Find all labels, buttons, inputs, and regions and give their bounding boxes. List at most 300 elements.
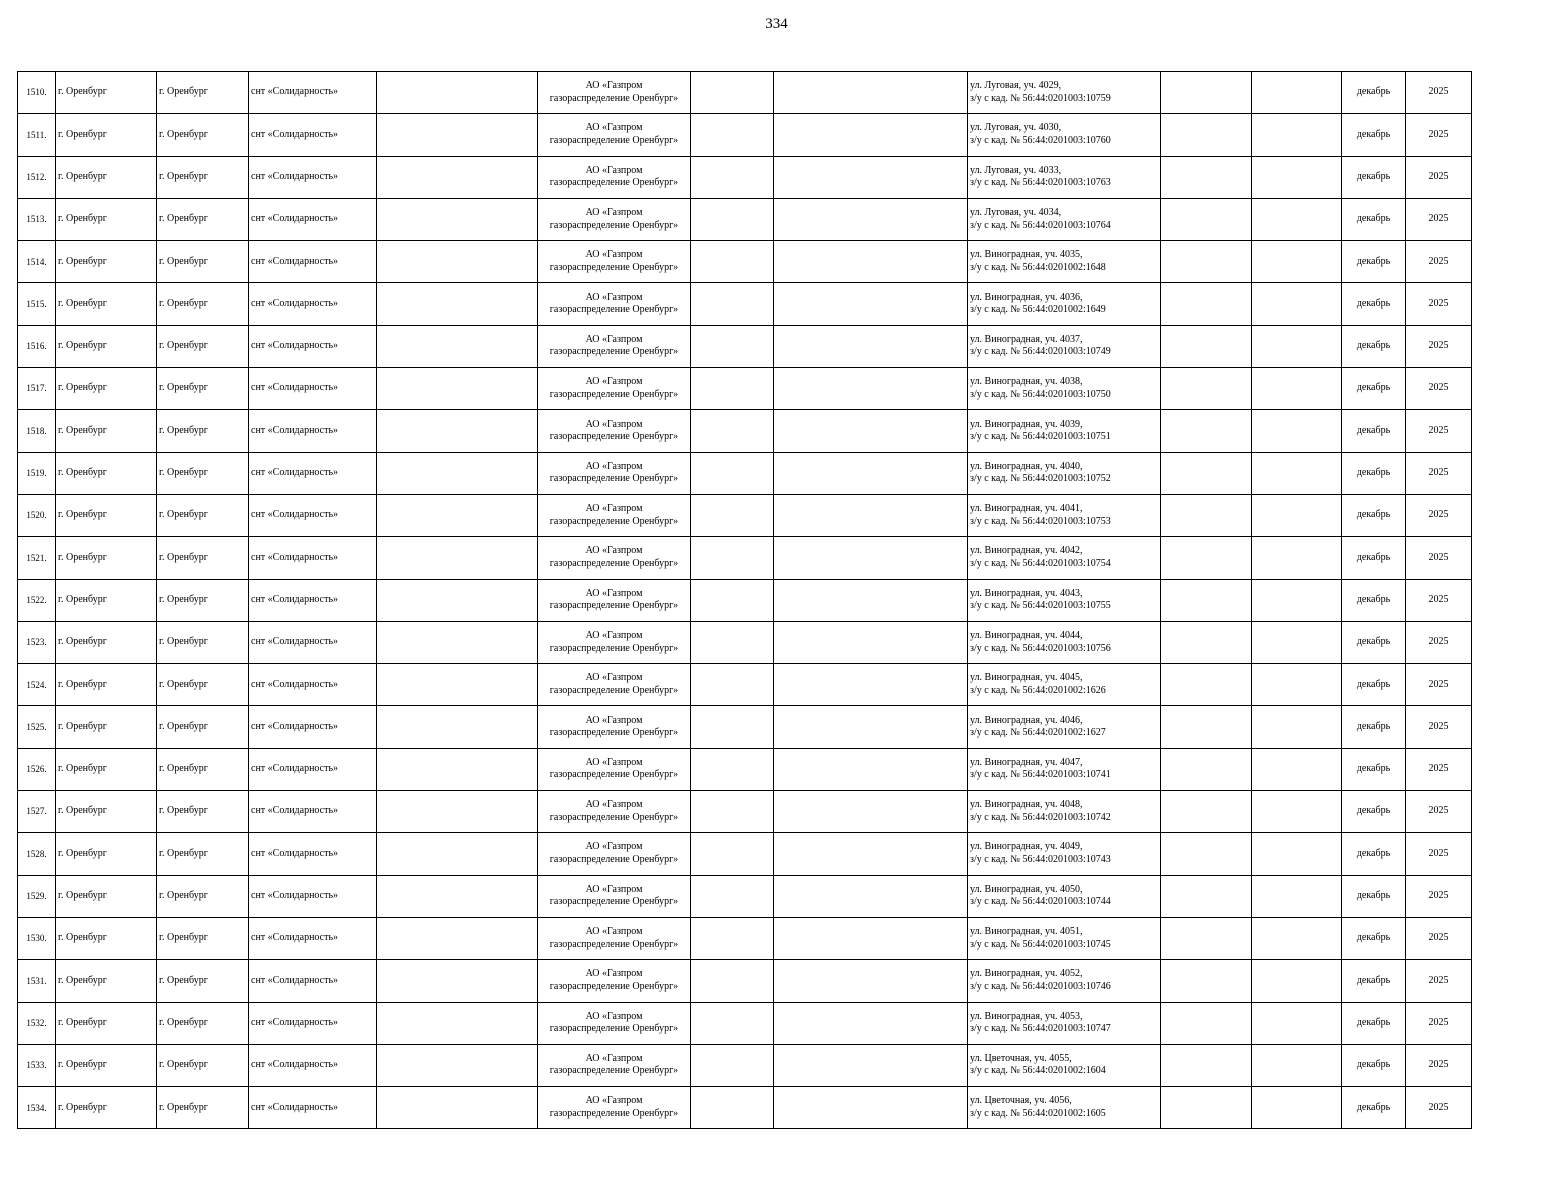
- empty-cell: [1161, 198, 1252, 240]
- address-cell: [968, 706, 1161, 748]
- snt-cell: снт «Солидарность»: [249, 917, 377, 959]
- snt-cell: снт «Солидарность»: [249, 579, 377, 621]
- organization-cell: [538, 875, 691, 917]
- address-line: ул. Виноградная, уч. 4050,: [970, 883, 1083, 895]
- settlement-cell: г. Оренбург: [157, 706, 249, 748]
- snt-cell: снт «Солидарность»: [249, 198, 377, 240]
- address-cell: [968, 875, 1161, 917]
- district-cell: г. Оренбург: [56, 748, 157, 790]
- row-number-cell: 1519.: [18, 452, 56, 494]
- year-cell: 2025: [1406, 410, 1472, 452]
- row-number-cell: 1513.: [18, 198, 56, 240]
- empty-cell: [774, 537, 968, 579]
- row-number-cell: 1527.: [18, 791, 56, 833]
- empty-cell: [1252, 325, 1342, 367]
- settlement-cell: г. Оренбург: [157, 1002, 249, 1044]
- address-line: ул. Виноградная, уч. 4035,: [970, 249, 1083, 261]
- month-cell: декабрь: [1342, 325, 1406, 367]
- row-number-cell: 1518.: [18, 410, 56, 452]
- cadastral-line: з/у с кад. № 56:44:0201003:10763: [970, 177, 1111, 189]
- cadastral-line: з/у с кад. № 56:44:0201003:10745: [970, 938, 1111, 950]
- empty-cell: [1161, 1044, 1252, 1086]
- settlement-cell: г. Оренбург: [157, 198, 249, 240]
- address-line: ул. Виноградная, уч. 4046,: [970, 714, 1083, 726]
- empty-cell: [1252, 537, 1342, 579]
- empty-cell: [691, 621, 774, 663]
- empty-cell: [774, 156, 968, 198]
- district-cell: г. Оренбург: [56, 960, 157, 1002]
- empty-cell: [691, 494, 774, 536]
- organization-cell: [538, 1087, 691, 1129]
- table-row: [18, 960, 1472, 1002]
- cadastral-line: з/у с кад. № 56:44:0201003:10752: [970, 473, 1111, 485]
- address-cell: [968, 791, 1161, 833]
- settlement-cell: г. Оренбург: [157, 875, 249, 917]
- address-line: ул. Цветочная, уч. 4056,: [970, 1095, 1072, 1107]
- snt-cell: снт «Солидарность»: [249, 875, 377, 917]
- snt-cell: снт «Солидарность»: [249, 1087, 377, 1129]
- snt-cell: снт «Солидарность»: [249, 706, 377, 748]
- address-cell: [968, 198, 1161, 240]
- empty-cell: [691, 664, 774, 706]
- table-row: [18, 664, 1472, 706]
- table-row: [18, 579, 1472, 621]
- settlement-cell: г. Оренбург: [157, 791, 249, 833]
- cadastral-line: з/у с кад. № 56:44:0201002:1648: [970, 261, 1106, 273]
- row-number-cell: 1512.: [18, 156, 56, 198]
- year-cell: 2025: [1406, 833, 1472, 875]
- organization-cell: [538, 410, 691, 452]
- settlement-cell: г. Оренбург: [157, 156, 249, 198]
- organization-line: АО «Газпром: [585, 122, 643, 134]
- organization-line: АО «Газпром: [585, 164, 643, 176]
- address-cell: [968, 241, 1161, 283]
- table-row: [18, 72, 1472, 114]
- cadastral-line: з/у с кад. № 56:44:0201003:10741: [970, 769, 1111, 781]
- table-row: [18, 283, 1472, 325]
- empty-cell: [774, 494, 968, 536]
- empty-cell: [774, 1087, 968, 1129]
- district-cell: г. Оренбург: [56, 1087, 157, 1129]
- settlement-cell: г. Оренбург: [157, 114, 249, 156]
- cadastral-line: з/у с кад. № 56:44:0201002:1605: [970, 1107, 1106, 1119]
- empty-cell: [1252, 706, 1342, 748]
- row-number-cell: 1525.: [18, 706, 56, 748]
- row-number-cell: 1529.: [18, 875, 56, 917]
- settlement-cell: г. Оренбург: [157, 1087, 249, 1129]
- snt-cell: снт «Солидарность»: [249, 791, 377, 833]
- empty-cell: [1252, 72, 1342, 114]
- year-cell: 2025: [1406, 748, 1472, 790]
- table-row: [18, 791, 1472, 833]
- organization-cell: [538, 537, 691, 579]
- organization-line: АО «Газпром: [585, 799, 643, 811]
- snt-cell: снт «Солидарность»: [249, 494, 377, 536]
- address-line: ул. Виноградная, уч. 4048,: [970, 799, 1083, 811]
- snt-cell: снт «Солидарность»: [249, 410, 377, 452]
- table-row: [18, 368, 1472, 410]
- empty-cell: [1252, 748, 1342, 790]
- address-line: ул. Виноградная, уч. 4049,: [970, 841, 1083, 853]
- district-cell: г. Оренбург: [56, 833, 157, 875]
- empty-cell: [377, 1002, 538, 1044]
- month-cell: декабрь: [1342, 452, 1406, 494]
- address-line: ул. Виноградная, уч. 4053,: [970, 1010, 1083, 1022]
- cadastral-line: з/у с кад. № 56:44:0201002:1627: [970, 727, 1106, 739]
- empty-cell: [691, 537, 774, 579]
- empty-cell: [377, 283, 538, 325]
- month-cell: декабрь: [1342, 917, 1406, 959]
- organization-line: АО «Газпром: [585, 1052, 643, 1064]
- organization-line: АО «Газпром: [585, 1010, 643, 1022]
- year-cell: 2025: [1406, 494, 1472, 536]
- snt-cell: снт «Солидарность»: [249, 325, 377, 367]
- organization-cell: [538, 748, 691, 790]
- address-cell: [968, 156, 1161, 198]
- snt-cell: снт «Солидарность»: [249, 664, 377, 706]
- empty-cell: [1161, 156, 1252, 198]
- empty-cell: [691, 1087, 774, 1129]
- month-cell: декабрь: [1342, 156, 1406, 198]
- empty-cell: [1252, 791, 1342, 833]
- empty-cell: [691, 368, 774, 410]
- empty-cell: [1161, 537, 1252, 579]
- empty-cell: [377, 452, 538, 494]
- organization-line: АО «Газпром: [585, 460, 643, 472]
- row-number-cell: 1514.: [18, 241, 56, 283]
- month-cell: декабрь: [1342, 748, 1406, 790]
- table-row: [18, 1044, 1472, 1086]
- empty-cell: [377, 72, 538, 114]
- organization-line: АО «Газпром: [585, 249, 643, 261]
- empty-cell: [377, 410, 538, 452]
- empty-cell: [1252, 198, 1342, 240]
- address-line: ул. Луговая, уч. 4034,: [970, 207, 1062, 219]
- district-cell: г. Оренбург: [56, 198, 157, 240]
- cadastral-line: з/у с кад. № 56:44:0201003:10747: [970, 1023, 1111, 1035]
- settlement-cell: г. Оренбург: [157, 494, 249, 536]
- organization-cell: [538, 494, 691, 536]
- address-line: ул. Виноградная, уч. 4047,: [970, 756, 1083, 768]
- organization-cell: [538, 1044, 691, 1086]
- empty-cell: [1252, 917, 1342, 959]
- year-cell: 2025: [1406, 114, 1472, 156]
- empty-cell: [377, 917, 538, 959]
- empty-cell: [1161, 748, 1252, 790]
- empty-cell: [1161, 791, 1252, 833]
- cadastral-line: з/у с кад. № 56:44:0201003:10744: [970, 896, 1111, 908]
- year-cell: 2025: [1406, 664, 1472, 706]
- empty-cell: [1161, 1087, 1252, 1129]
- address-line: ул. Виноградная, уч. 4040,: [970, 460, 1083, 472]
- organization-line: газораспределение Оренбург»: [549, 346, 679, 358]
- empty-cell: [1161, 410, 1252, 452]
- organization-line: газораспределение Оренбург»: [549, 811, 679, 823]
- organization-line: газораспределение Оренбург»: [549, 134, 679, 146]
- month-cell: декабрь: [1342, 664, 1406, 706]
- settlement-cell: г. Оренбург: [157, 664, 249, 706]
- empty-cell: [1161, 114, 1252, 156]
- empty-cell: [1161, 579, 1252, 621]
- organization-line: АО «Газпром: [585, 503, 643, 515]
- month-cell: декабрь: [1342, 1044, 1406, 1086]
- settlement-cell: г. Оренбург: [157, 917, 249, 959]
- page-number: 334: [765, 16, 788, 32]
- empty-cell: [377, 664, 538, 706]
- district-cell: г. Оренбург: [56, 410, 157, 452]
- row-number-cell: 1517.: [18, 368, 56, 410]
- empty-cell: [774, 198, 968, 240]
- empty-cell: [691, 156, 774, 198]
- month-cell: декабрь: [1342, 960, 1406, 1002]
- month-cell: декабрь: [1342, 72, 1406, 114]
- address-line: ул. Цветочная, уч. 4055,: [970, 1052, 1072, 1064]
- cadastral-line: з/у с кад. № 56:44:0201003:10751: [970, 431, 1111, 443]
- snt-cell: снт «Солидарность»: [249, 621, 377, 663]
- year-cell: 2025: [1406, 368, 1472, 410]
- organization-cell: [538, 156, 691, 198]
- district-cell: г. Оренбург: [56, 537, 157, 579]
- address-cell: [968, 283, 1161, 325]
- snt-cell: снт «Солидарность»: [249, 114, 377, 156]
- empty-cell: [1252, 621, 1342, 663]
- organization-cell: [538, 368, 691, 410]
- address-cell: [968, 579, 1161, 621]
- empty-cell: [1161, 706, 1252, 748]
- address-cell: [968, 325, 1161, 367]
- snt-cell: снт «Солидарность»: [249, 283, 377, 325]
- table-row: [18, 114, 1472, 156]
- organization-cell: [538, 72, 691, 114]
- table-row: [18, 1087, 1472, 1129]
- organization-line: газораспределение Оренбург»: [549, 853, 679, 865]
- empty-cell: [1161, 325, 1252, 367]
- district-cell: г. Оренбург: [56, 579, 157, 621]
- organization-line: АО «Газпром: [585, 841, 643, 853]
- address-cell: [968, 664, 1161, 706]
- snt-cell: снт «Солидарность»: [249, 1002, 377, 1044]
- address-cell: [968, 1044, 1161, 1086]
- organization-line: газораспределение Оренбург»: [549, 769, 679, 781]
- year-cell: 2025: [1406, 579, 1472, 621]
- organization-line: газораспределение Оренбург»: [549, 473, 679, 485]
- district-cell: г. Оренбург: [56, 875, 157, 917]
- table-row: [18, 706, 1472, 748]
- cadastral-line: з/у с кад. № 56:44:0201003:10743: [970, 853, 1111, 865]
- empty-cell: [377, 325, 538, 367]
- month-cell: декабрь: [1342, 494, 1406, 536]
- cadastral-line: з/у с кад. № 56:44:0201003:10756: [970, 642, 1111, 654]
- address-line: ул. Виноградная, уч. 4037,: [970, 333, 1083, 345]
- address-line: ул. Виноградная, уч. 4042,: [970, 545, 1083, 557]
- snt-cell: снт «Солидарность»: [249, 452, 377, 494]
- district-cell: г. Оренбург: [56, 917, 157, 959]
- district-cell: г. Оренбург: [56, 283, 157, 325]
- empty-cell: [691, 114, 774, 156]
- row-number-cell: 1522.: [18, 579, 56, 621]
- empty-cell: [377, 156, 538, 198]
- organization-cell: [538, 791, 691, 833]
- district-cell: г. Оренбург: [56, 72, 157, 114]
- address-line: ул. Виноградная, уч. 4044,: [970, 630, 1083, 641]
- empty-cell: [377, 791, 538, 833]
- district-cell: г. Оренбург: [56, 664, 157, 706]
- row-number-cell: 1528.: [18, 833, 56, 875]
- organization-line: АО «Газпром: [585, 630, 643, 641]
- organization-line: газораспределение Оренбург»: [549, 1065, 679, 1077]
- empty-cell: [774, 368, 968, 410]
- organization-line: АО «Газпром: [585, 207, 643, 219]
- empty-cell: [774, 1002, 968, 1044]
- settlement-cell: г. Оренбург: [157, 833, 249, 875]
- empty-cell: [774, 114, 968, 156]
- empty-cell: [1161, 241, 1252, 283]
- month-cell: декабрь: [1342, 791, 1406, 833]
- empty-cell: [691, 875, 774, 917]
- organization-line: газораспределение Оренбург»: [549, 388, 679, 400]
- empty-cell: [691, 241, 774, 283]
- month-cell: декабрь: [1342, 706, 1406, 748]
- empty-cell: [377, 1044, 538, 1086]
- month-cell: декабрь: [1342, 875, 1406, 917]
- empty-cell: [377, 494, 538, 536]
- cadastral-line: з/у с кад. № 56:44:0201003:10764: [970, 219, 1111, 231]
- cadastral-line: з/у с кад. № 56:44:0201003:10760: [970, 134, 1111, 146]
- settlement-cell: г. Оренбург: [157, 960, 249, 1002]
- cadastral-line: з/у с кад. № 56:44:0201003:10759: [970, 92, 1111, 104]
- district-cell: г. Оренбург: [56, 791, 157, 833]
- row-number-cell: 1511.: [18, 114, 56, 156]
- address-cell: [968, 748, 1161, 790]
- district-cell: г. Оренбург: [56, 494, 157, 536]
- empty-cell: [377, 579, 538, 621]
- organization-line: газораспределение Оренбург»: [549, 304, 679, 316]
- organization-line: АО «Газпром: [585, 672, 643, 684]
- organization-cell: [538, 706, 691, 748]
- table-row: [18, 537, 1472, 579]
- year-cell: 2025: [1406, 621, 1472, 663]
- settlement-cell: г. Оренбург: [157, 283, 249, 325]
- row-number-cell: 1523.: [18, 621, 56, 663]
- cadastral-line: з/у с кад. № 56:44:0201003:10746: [970, 980, 1111, 992]
- empty-cell: [774, 283, 968, 325]
- address-cell: [968, 452, 1161, 494]
- organization-line: АО «Газпром: [585, 968, 643, 980]
- empty-cell: [691, 198, 774, 240]
- address-line: ул. Виноградная, уч. 4039,: [970, 418, 1083, 430]
- year-cell: 2025: [1406, 198, 1472, 240]
- cadastral-line: з/у с кад. № 56:44:0201003:10749: [970, 346, 1111, 358]
- address-line: ул. Виноградная, уч. 4036,: [970, 291, 1083, 303]
- organization-cell: [538, 114, 691, 156]
- month-cell: декабрь: [1342, 368, 1406, 410]
- organization-line: газораспределение Оренбург»: [549, 980, 679, 992]
- organization-line: АО «Газпром: [585, 376, 643, 388]
- organization-line: АО «Газпром: [585, 926, 643, 938]
- organization-line: газораспределение Оренбург»: [549, 261, 679, 273]
- row-number-cell: 1521.: [18, 537, 56, 579]
- empty-cell: [1161, 494, 1252, 536]
- settlement-cell: г. Оренбург: [157, 72, 249, 114]
- address-line: ул. Виноградная, уч. 4038,: [970, 376, 1083, 388]
- year-cell: 2025: [1406, 960, 1472, 1002]
- empty-cell: [774, 579, 968, 621]
- organization-line: газораспределение Оренбург»: [549, 431, 679, 443]
- district-cell: г. Оренбург: [56, 1044, 157, 1086]
- cadastral-line: з/у с кад. № 56:44:0201003:10742: [970, 811, 1111, 823]
- month-cell: декабрь: [1342, 114, 1406, 156]
- organization-line: АО «Газпром: [585, 80, 643, 92]
- year-cell: 2025: [1406, 72, 1472, 114]
- empty-cell: [377, 198, 538, 240]
- empty-cell: [1252, 1087, 1342, 1129]
- organization-line: газораспределение Оренбург»: [549, 92, 679, 104]
- empty-cell: [1161, 664, 1252, 706]
- empty-cell: [691, 1044, 774, 1086]
- organization-line: газораспределение Оренбург»: [549, 1023, 679, 1035]
- organization-line: АО «Газпром: [585, 418, 643, 430]
- empty-cell: [691, 1002, 774, 1044]
- table-row: [18, 410, 1472, 452]
- table-body: [18, 72, 1472, 1129]
- empty-cell: [1252, 664, 1342, 706]
- organization-line: газораспределение Оренбург»: [549, 684, 679, 696]
- table-row: [18, 156, 1472, 198]
- organization-line: АО «Газпром: [585, 587, 643, 599]
- year-cell: 2025: [1406, 537, 1472, 579]
- table-row: [18, 1002, 1472, 1044]
- organization-line: АО «Газпром: [585, 291, 643, 303]
- empty-cell: [691, 748, 774, 790]
- settlement-cell: г. Оренбург: [157, 537, 249, 579]
- organization-line: газораспределение Оренбург»: [549, 600, 679, 612]
- empty-cell: [1252, 368, 1342, 410]
- table-row: [18, 241, 1472, 283]
- snt-cell: снт «Солидарность»: [249, 748, 377, 790]
- empty-cell: [691, 706, 774, 748]
- address-cell: [968, 1002, 1161, 1044]
- empty-cell: [691, 325, 774, 367]
- table-row: [18, 325, 1472, 367]
- register-table: [17, 71, 1472, 1129]
- table-row: [18, 621, 1472, 663]
- empty-cell: [691, 410, 774, 452]
- organization-cell: [538, 664, 691, 706]
- empty-cell: [1252, 875, 1342, 917]
- empty-cell: [774, 748, 968, 790]
- address-cell: [968, 1087, 1161, 1129]
- empty-cell: [1161, 621, 1252, 663]
- organization-line: газораспределение Оренбург»: [549, 938, 679, 950]
- empty-cell: [1161, 960, 1252, 1002]
- address-line: ул. Луговая, уч. 4029,: [970, 80, 1062, 92]
- month-cell: декабрь: [1342, 283, 1406, 325]
- year-cell: 2025: [1406, 283, 1472, 325]
- month-cell: декабрь: [1342, 1002, 1406, 1044]
- organization-line: газораспределение Оренбург»: [549, 642, 679, 654]
- district-cell: г. Оренбург: [56, 114, 157, 156]
- empty-cell: [774, 706, 968, 748]
- year-cell: 2025: [1406, 156, 1472, 198]
- row-number-cell: 1516.: [18, 325, 56, 367]
- empty-cell: [1252, 114, 1342, 156]
- settlement-cell: г. Оренбург: [157, 410, 249, 452]
- empty-cell: [691, 960, 774, 1002]
- empty-cell: [1161, 917, 1252, 959]
- address-cell: [968, 114, 1161, 156]
- organization-cell: [538, 621, 691, 663]
- district-cell: г. Оренбург: [56, 706, 157, 748]
